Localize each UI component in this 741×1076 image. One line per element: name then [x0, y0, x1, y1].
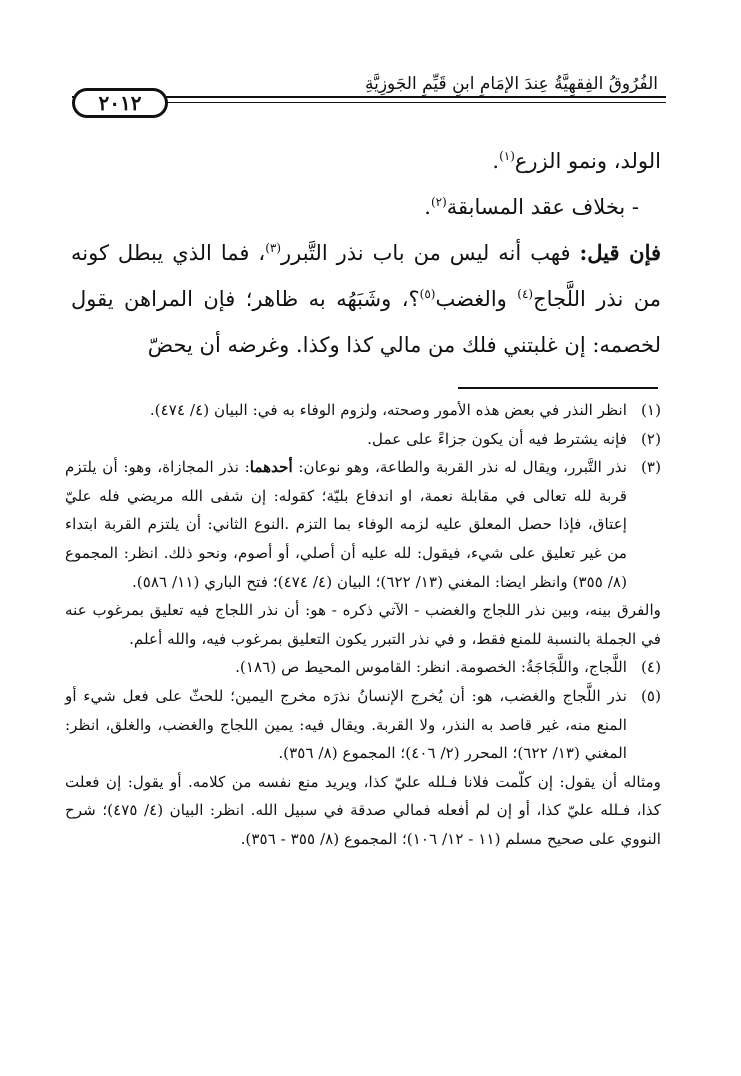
footnote-number: (٥)	[640, 686, 661, 705]
footnote-ref-2[interactable]: (٢)	[430, 195, 447, 209]
footnote-separator	[458, 387, 658, 389]
main-line-2: - بخلاف عقد المسابقة$^{(٢)}$.	[424, 195, 639, 219]
footnotes	[65, 396, 661, 854]
footnote-ref-3[interactable]: (٣)	[265, 241, 282, 255]
footnote-number: (١)	[640, 401, 661, 419]
paragraph-lead: فإن قيل:	[579, 240, 662, 265]
footnote-text: فإنه يشترط فيه أن يكون جزاءً على عمل.	[367, 429, 627, 448]
footnote-ref-4[interactable]: (٤)	[517, 287, 534, 301]
footnote-text: اللَّجاج، واللَّجَاجَةُ: الخصومة. انظر: القاموس المحيط ص (١٨٦).	[235, 658, 627, 677]
footnote-3: (٣) نذر التَّبرر، ويقال له نذر القربة والطاعة، وهو نوعان: أحدهما: نذر المجازاة، وهو: أن يلتزم قربة لله تعالى في مقابلة نعمة، او اندفاع بليّة؛ كقوله: إن شفى الله مريضي فله عليّ إعتاق، فإذا حصل المعلق عليه لزمه الوفاء بما التزم .النوع الثاني: أن يلتزم القربة ابتداء من غير تعليق على شيء، فيقول: لله عليه أن أصلي، أو أصوم، ونحو ذلك. انظر: المجموع (٨/ ٣٥٥) وانظر ايضا: المغني (١٣/ ٦٢٢)؛ البيان (٤/ ٤٧٤)؛ فتح الباري (١١/ ٥٨٦).	[65, 453, 661, 596]
footnote-ref-1[interactable]: (١)	[499, 149, 515, 163]
footnote-text: نذر اللَّجاج والغضب، هو: أن يُخرج الإنسانُ نذرَه مخرج اليمين؛ للحثّ على فعل شيء أو المنع منه، غير قاصد به النذر، ولا القربة. ويقال فيه: يمين اللجاج والغضب، والغلق، انظر: المغني (١٣/ ٦٢٢)؛ المحرر (٢/ ٤٠٦)؛ المجموع (٨/ ٣٥٦).	[65, 686, 627, 763]
footnote-1	[65, 396, 661, 425]
footnote-3-continuation: والفرق بينه، وبين نذر اللجاج والغضب - الآتي ذكره - هو: أن نذر اللجاج فيه تعليق بمرغوب عنه في الجملة بالنسبة للمنع فقط، و في نذر التبرر يكون التعليق بمرغوب فيه، والله أعلم.	[65, 601, 661, 648]
footnote-2	[65, 425, 661, 454]
footnote-ref-5[interactable]: (٥)	[419, 287, 436, 301]
footnote-4	[65, 653, 661, 682]
main-text	[71, 138, 661, 368]
footnote-label: أحدهما	[249, 458, 293, 477]
footnote-5	[65, 682, 661, 768]
page-header	[72, 66, 666, 126]
footnote-text: انظر النذر في بعض هذه الأمور وصحته، ولزوم الوفاء به في: البيان (٤/ ٤٧٤).	[149, 401, 627, 419]
footnote-number: (٢)	[640, 429, 661, 448]
running-title: الفُرُوقُ الفِقهِيَّةُ عِندَ الإمَامِ ابنِ قَيِّمِ الجَوزِيَّةِ	[365, 74, 658, 94]
main-paragraph-3: فإن قيل: فهب أنه ليس من باب نذر التَّبرر$^{(٣)}$، فما الذي يبطل كونه من نذر اللَّجاج$^{(٤)}$ والغضب$^{(٥)}$؟، وشَبَهُه به ظاهر؛ فإن المراهن يقول لخصمه: إن غلبتني فلك من مالي كذا وكذا. وغرضه أن يحضّ	[71, 240, 662, 357]
page-number-badge: ٢٠١٢	[72, 88, 168, 118]
footnote-number: (٣)	[640, 458, 661, 477]
footnote-5-continuation: ومثاله أن يقول: إن كلّمت فلانا فـلله عليّ كذا، ويريد منع نفسه من كلامه. أو يقول: إن فعلت كذا، فـلله عليّ كذا، أو إن لم أفعله فمالي صدقة في سبيل الله. انظر: البيان (٤/ ٤٧٥)؛ شرح النووي على صحيح مسلم (١١ - ١٢/ ١٠٦)؛ المجموع (٨/ ٣٥٥ - ٣٥٦).	[65, 772, 661, 848]
main-line-1: الولد، ونمو الزرع$^{(١)}$.	[492, 149, 661, 173]
footnote-number: (٤)	[640, 658, 661, 677]
